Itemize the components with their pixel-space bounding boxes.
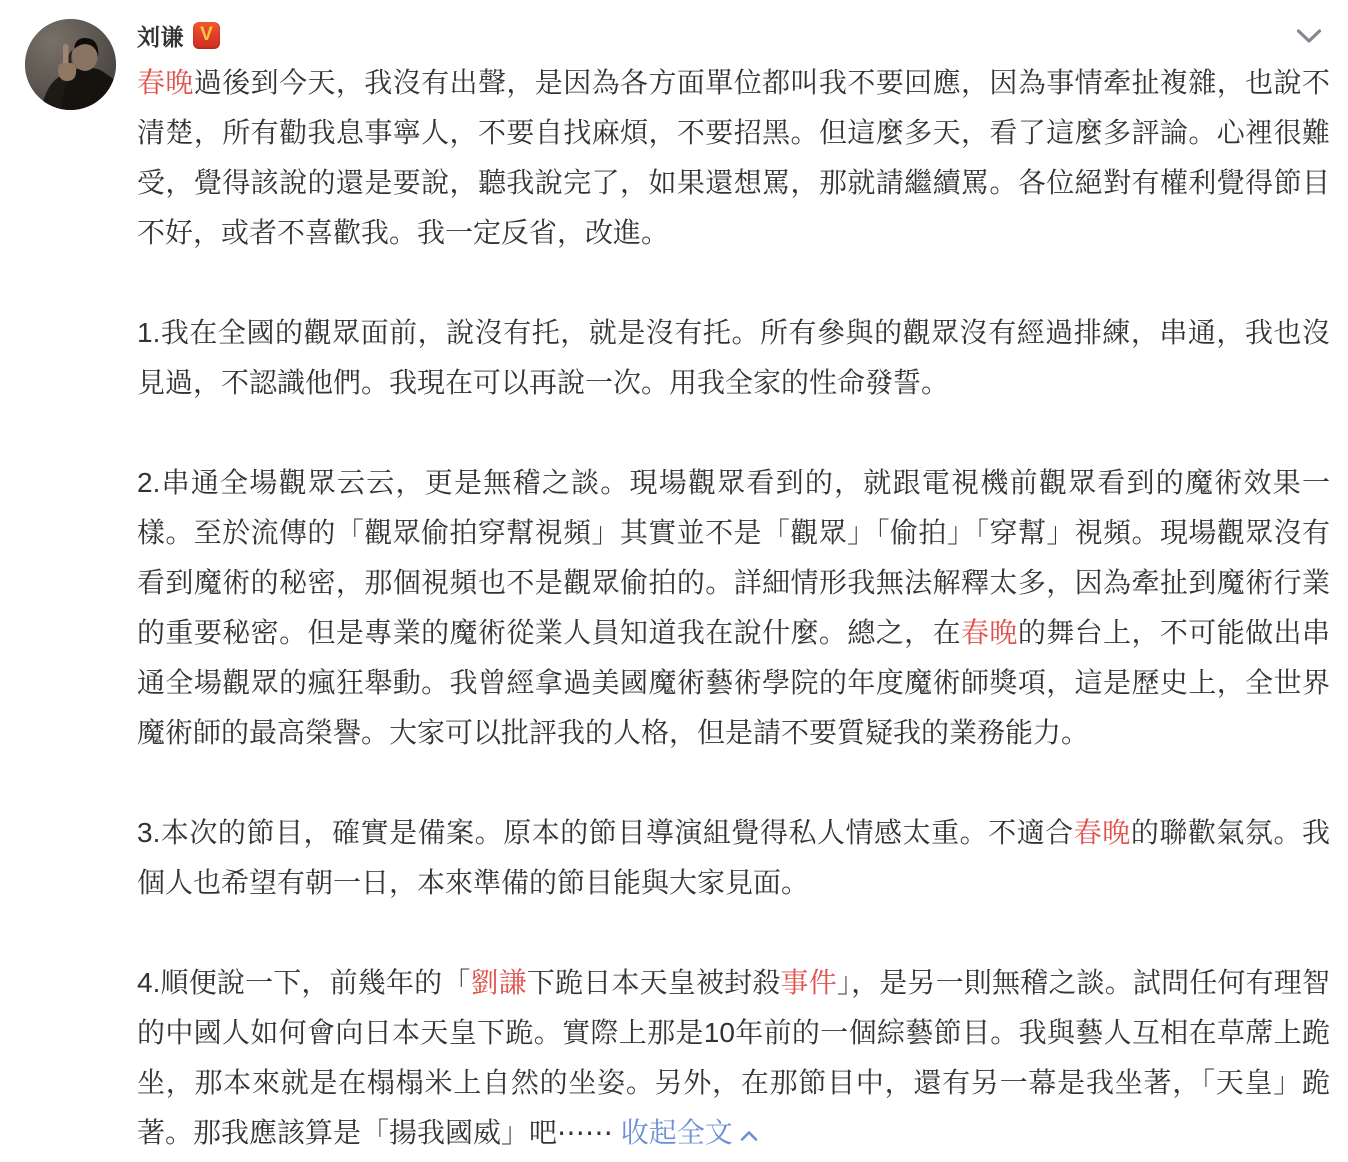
topic-link[interactable]: 事件 [780, 967, 837, 998]
verified-badge-icon: V [193, 22, 220, 49]
paragraph-text: 過後到今天，我沒有出聲，是因為各方面單位都叫我不要回應，因為事情牽扯複雜，也說不清楚，所有勸我息事寧人，不要自找麻煩，不要招黑。但這麼多天，看了這麼多評論。心裡很難受，覺得該說的還是要說，聽我說完了，如果還想罵，那就請繼續罵。各位絕對有權利覺得節目不好，或者不喜歡我。我一定反省，改進。 [137, 67, 1330, 248]
topic-link[interactable]: 劉謙 [470, 967, 527, 998]
paragraph-text: 1.我在全國的觀眾面前，說沒有托，就是沒有托。所有參與的觀眾沒有經過排練，串通，我也沒見過，不認識他們。我現在可以再說一次。用我全家的性命發誓。 [137, 317, 1330, 398]
paragraph-text: 3.本次的節目，確實是備案。原本的節目導演組覺得私人情感太重。不適合 [137, 817, 1074, 848]
paragraph-text: 下跪日本天皇被封殺 [526, 967, 781, 998]
paragraph-text: 的聯歡氣氛。我個人也希望有朝一日，本來準備的節目能與大家見面。 [137, 817, 1330, 898]
post-header [137, 19, 220, 51]
post-menu-button[interactable] [1292, 24, 1326, 48]
topic-link[interactable]: 春晚 [1073, 817, 1131, 848]
avatar-portrait-image [25, 19, 116, 110]
paragraph-text: 」，是另一則無稽之談。試問任何有理智的中國人如何會向日本天皇下跪。實際上那是10年前的一個綜藝節目。我與藝人互相在草蓆上跪坐，那本來就是在榻榻米上自然的坐姿。另外，在那節目中，還有另一幕是我坐著，「天皇」跪著。那我應該算是「揚我國威」吧⋯⋯ [137, 967, 1330, 1148]
post-paragraph [137, 808, 1330, 908]
paragraph-text: 4.順便說一下，前幾年的「 [137, 967, 471, 998]
paragraph-text: 的舞台上，不可能做出串通全場觀眾的瘋狂舉動。我曾經拿過美國魔術藝術學院的年度魔術師獎項，這是歷史上，全世界魔術師的最高榮譽。大家可以批評我的人格，但是請不要質疑我的業務能力。 [137, 617, 1330, 748]
post-content [137, 58, 1330, 1158]
post-paragraph [137, 958, 1330, 1158]
post-paragraph [137, 458, 1330, 758]
author-name[interactable]: 刘谦 [137, 23, 184, 50]
chevron-up-icon [740, 1130, 758, 1142]
paragraph-text: 2.串通全場觀眾云云，更是無稽之談。現場觀眾看到的，就跟電視機前觀眾看到的魔術效果一樣。至於流傳的「觀眾偷拍穿幫視頻」其實並不是「觀眾」「偷拍」「穿幫」視頻。現場觀眾沒有看到魔術的秘密，那個視頻也不是觀眾偷拍的。詳細情形我無法解釋太多，因為牽扯到魔術行業的重要秘密。但是專業的魔術從業人員知道我在說什麼。總之，在 [137, 467, 1330, 648]
post-paragraph [137, 308, 1330, 408]
post-paragraph [137, 58, 1330, 258]
chevron-down-icon [1296, 28, 1322, 44]
topic-link[interactable]: 春晚 [137, 67, 194, 98]
avatar[interactable] [25, 19, 116, 110]
collapse-full-text-link[interactable]: 收起全文 [621, 1117, 758, 1148]
topic-link[interactable]: 春晚 [961, 617, 1018, 648]
